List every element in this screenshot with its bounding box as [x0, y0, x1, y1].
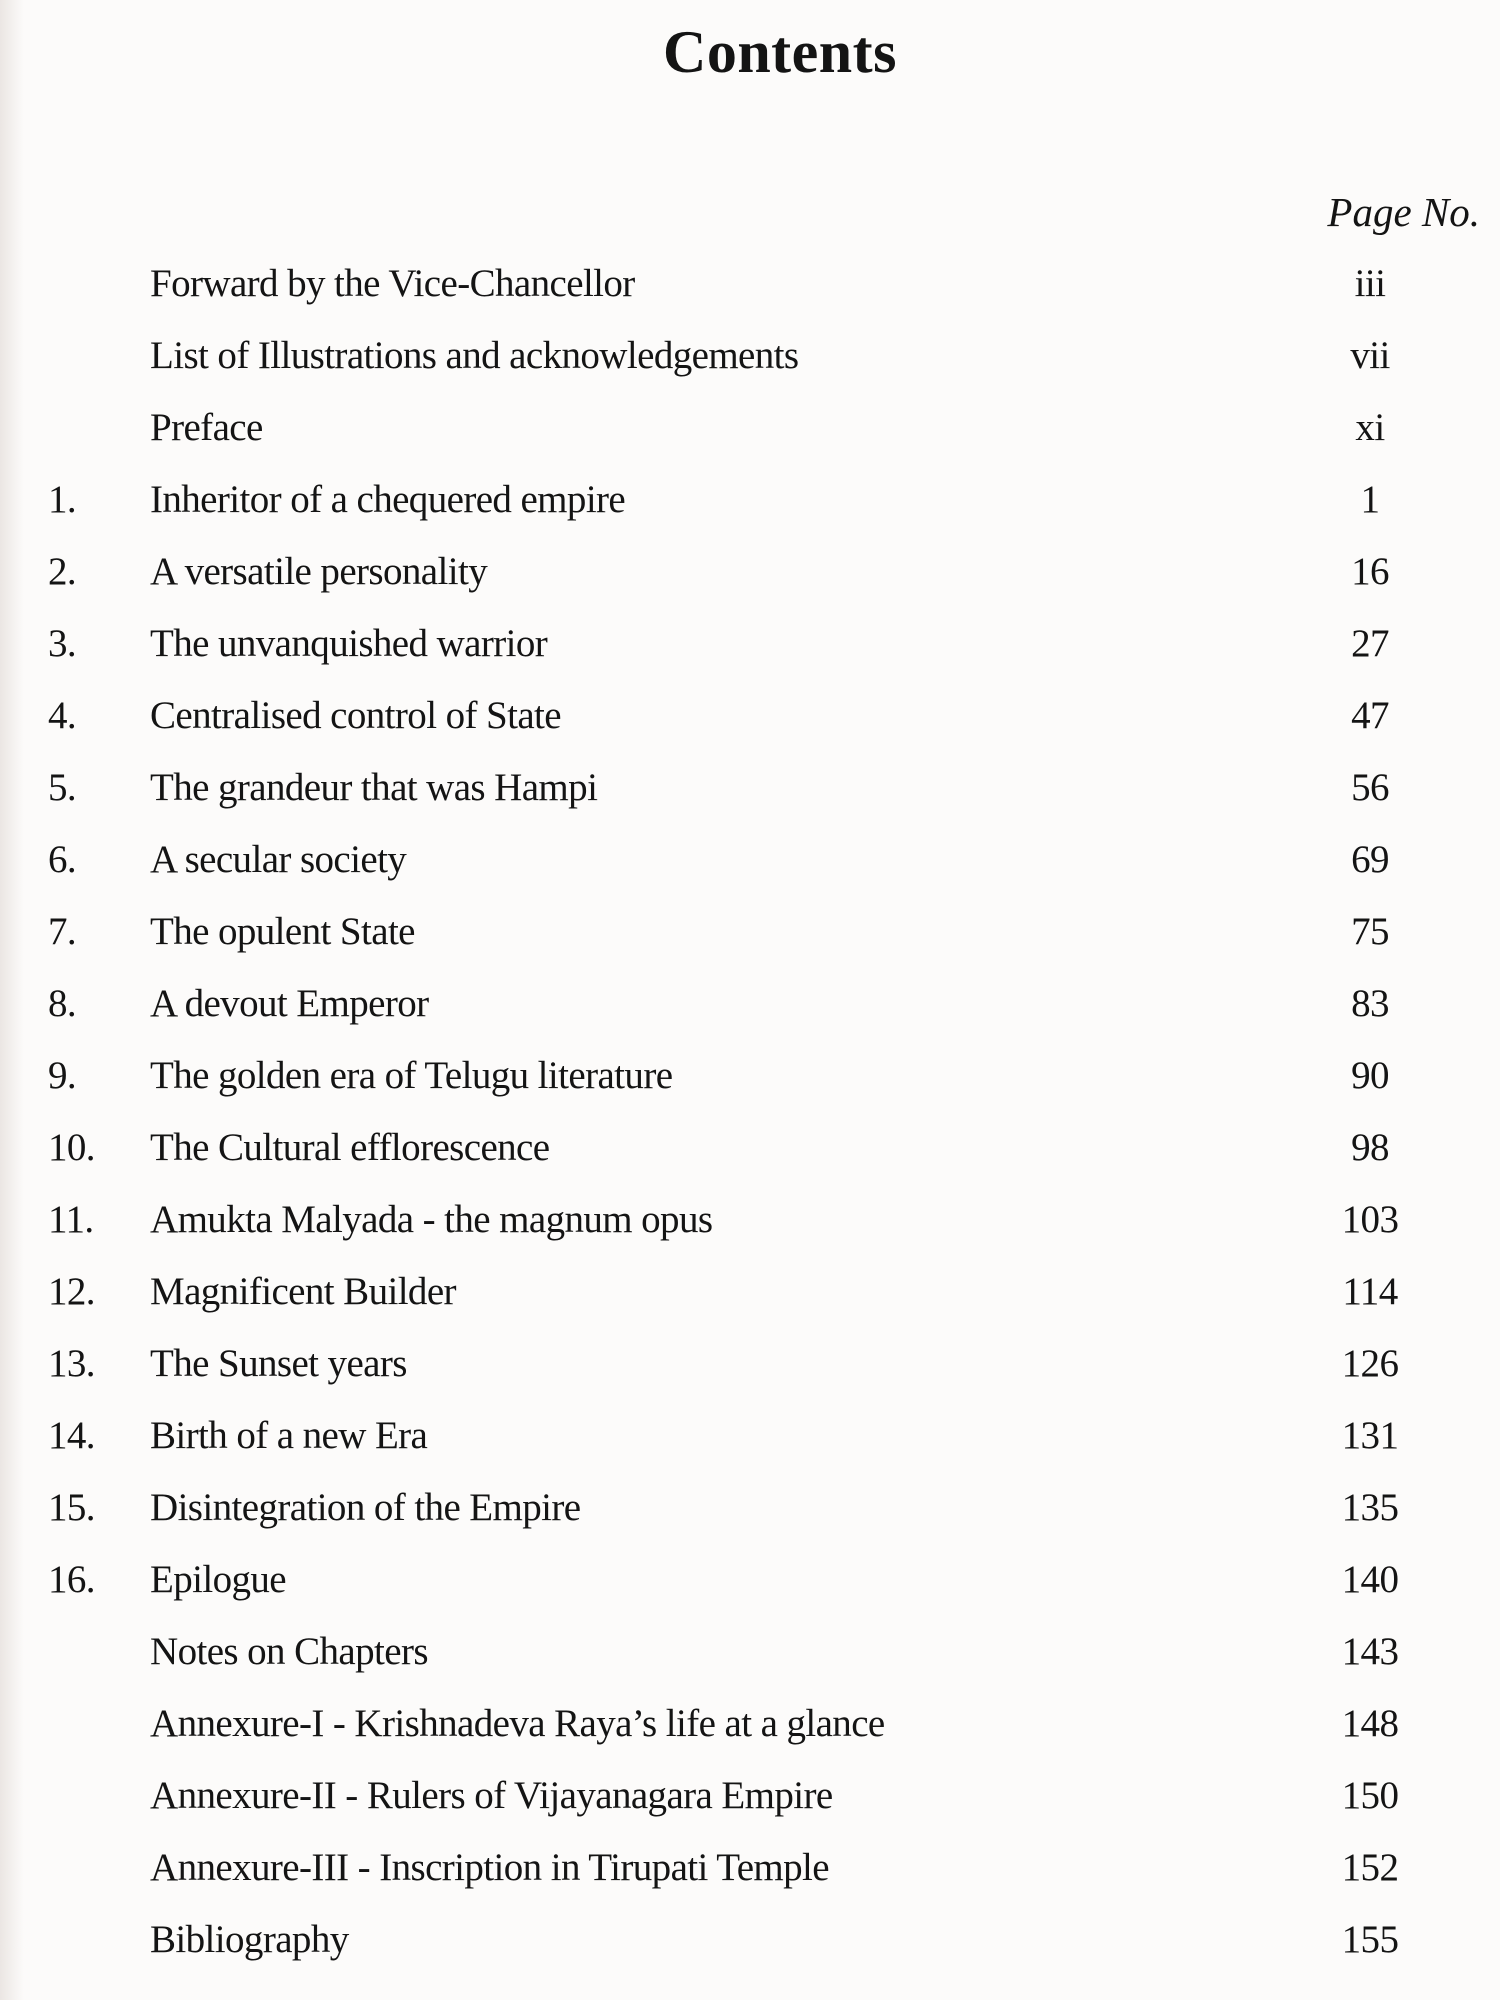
toc-entry-title: The golden era of Telugu literature: [150, 1054, 673, 1097]
toc-entry-page: 47: [1351, 694, 1389, 737]
toc-entry: [0, 1616, 1500, 1688]
toc-entry-page: 148: [1341, 1702, 1399, 1745]
toc-entry-title: The opulent State: [150, 910, 415, 953]
toc-entry: [0, 536, 1500, 608]
toc-entry: [0, 1256, 1500, 1328]
toc-entry-page: 83: [1351, 982, 1389, 1025]
toc-entry-number: 1.: [48, 478, 77, 521]
toc-entry-number: 13.: [48, 1342, 95, 1385]
toc-entry-number: 5.: [48, 766, 77, 809]
toc-entry: [0, 1760, 1500, 1832]
toc-entry-title: A devout Emperor: [150, 982, 429, 1025]
toc-entry: [0, 1112, 1500, 1184]
page-title: [0, 18, 1500, 87]
toc-entry-title: Annexure-I - Krishnadeva Raya’s life at a glance: [150, 1702, 885, 1745]
toc-entry-number: 6.: [48, 838, 77, 881]
toc-entry: [0, 320, 1500, 392]
toc-entry-number: 8.: [48, 982, 77, 1025]
toc-entry-title: Amukta Malyada - the magnum opus: [150, 1198, 713, 1241]
toc-entry-page: 27: [1351, 622, 1389, 665]
toc-entry: [0, 968, 1500, 1040]
toc-entry-number: 2.: [48, 550, 77, 593]
toc-entry-page: 152: [1341, 1846, 1399, 1889]
toc-entry-page: 98: [1351, 1126, 1389, 1169]
toc-entry-title: The unvanquished warrior: [150, 622, 548, 665]
toc-entry: [0, 608, 1500, 680]
toc-entry-title: Annexure-III - Inscription in Tirupati Temple: [150, 1846, 829, 1889]
toc-entry-page: vii: [1350, 334, 1390, 377]
toc-entry-title: A versatile personality: [150, 550, 488, 593]
toc-entry-title: Epilogue: [150, 1558, 287, 1601]
toc-entry-number: 14.: [48, 1414, 95, 1457]
toc-entry-page: 143: [1341, 1630, 1399, 1673]
toc-entry: [0, 1184, 1500, 1256]
toc-entry-page: 90: [1351, 1054, 1389, 1097]
toc-entry-title: Birth of a new Era: [150, 1414, 428, 1457]
toc-entry-page: 114: [1342, 1270, 1398, 1313]
toc-entry-number: 10.: [48, 1126, 95, 1169]
toc-entry: [0, 1544, 1500, 1616]
toc-entry-title: Centralised control of State: [150, 694, 562, 737]
toc-entry-title: Forward by the Vice-Chancellor: [150, 262, 635, 305]
toc-entry-page: 140: [1341, 1558, 1399, 1601]
page-number-column-header: Page No.: [1327, 189, 1480, 235]
toc-entry-title: Bibliography: [150, 1918, 349, 1961]
toc-entry-page: 126: [1341, 1342, 1399, 1385]
toc-entry-page: 16: [1351, 550, 1389, 593]
page-title-text: Contents: [662, 19, 897, 85]
toc-entry: [0, 1400, 1500, 1472]
toc-entry-page: 155: [1341, 1918, 1399, 1961]
table-of-contents: [0, 248, 1500, 1976]
toc-entry-title: The Sunset years: [150, 1342, 407, 1385]
toc-entry: [0, 248, 1500, 320]
toc-entry: [0, 1832, 1500, 1904]
toc-entry-title: A secular society: [150, 838, 407, 881]
toc-entry-page: 131: [1341, 1414, 1399, 1457]
toc-entry-title: List of Illustrations and acknowledgements: [150, 334, 799, 377]
toc-entry-title: Preface: [150, 406, 263, 449]
toc-entry: [0, 824, 1500, 896]
toc-entry-page: 1: [1360, 478, 1380, 521]
toc-entry: [0, 464, 1500, 536]
toc-entry: [0, 1904, 1500, 1976]
toc-entry-title: Inheritor of a chequered empire: [150, 478, 626, 521]
toc-entry-title: The grandeur that was Hampi: [150, 766, 598, 809]
toc-entry: [0, 1328, 1500, 1400]
toc-entry: [0, 752, 1500, 824]
toc-entry-page: 69: [1351, 838, 1389, 881]
toc-entry: [0, 1040, 1500, 1112]
toc-entry-title: Disintegration of the Empire: [150, 1486, 581, 1529]
toc-entry-page: 150: [1341, 1774, 1399, 1817]
toc-entry-number: 9.: [48, 1054, 77, 1097]
toc-entry-page: 56: [1351, 766, 1389, 809]
toc-entry-number: 12.: [48, 1270, 95, 1313]
toc-entry-number: 16.: [48, 1558, 95, 1601]
toc-entry-title: Magnificent Builder: [150, 1270, 456, 1313]
toc-entry-number: 7.: [48, 910, 77, 953]
toc-entry: [0, 1472, 1500, 1544]
toc-entry-title: Notes on Chapters: [150, 1630, 428, 1673]
toc-entry-page: 103: [1341, 1198, 1399, 1241]
toc-entry-number: 4.: [48, 694, 77, 737]
toc-entry: [0, 896, 1500, 968]
toc-entry-number: 11.: [48, 1198, 94, 1241]
toc-entry-title: Annexure-II - Rulers of Vijayanagara Empire: [150, 1774, 833, 1817]
toc-entry-number: 3.: [48, 622, 77, 665]
toc-entry: [0, 392, 1500, 464]
toc-entry-page: xi: [1355, 406, 1385, 449]
toc-entry: [0, 1688, 1500, 1760]
toc-entry: [0, 680, 1500, 752]
toc-entry-page: 75: [1351, 910, 1389, 953]
toc-entry-page: iii: [1354, 262, 1386, 305]
toc-entry-page: 135: [1341, 1486, 1399, 1529]
toc-entry-title: The Cultural efflorescence: [150, 1126, 550, 1169]
toc-entry-number: 15.: [48, 1486, 95, 1529]
